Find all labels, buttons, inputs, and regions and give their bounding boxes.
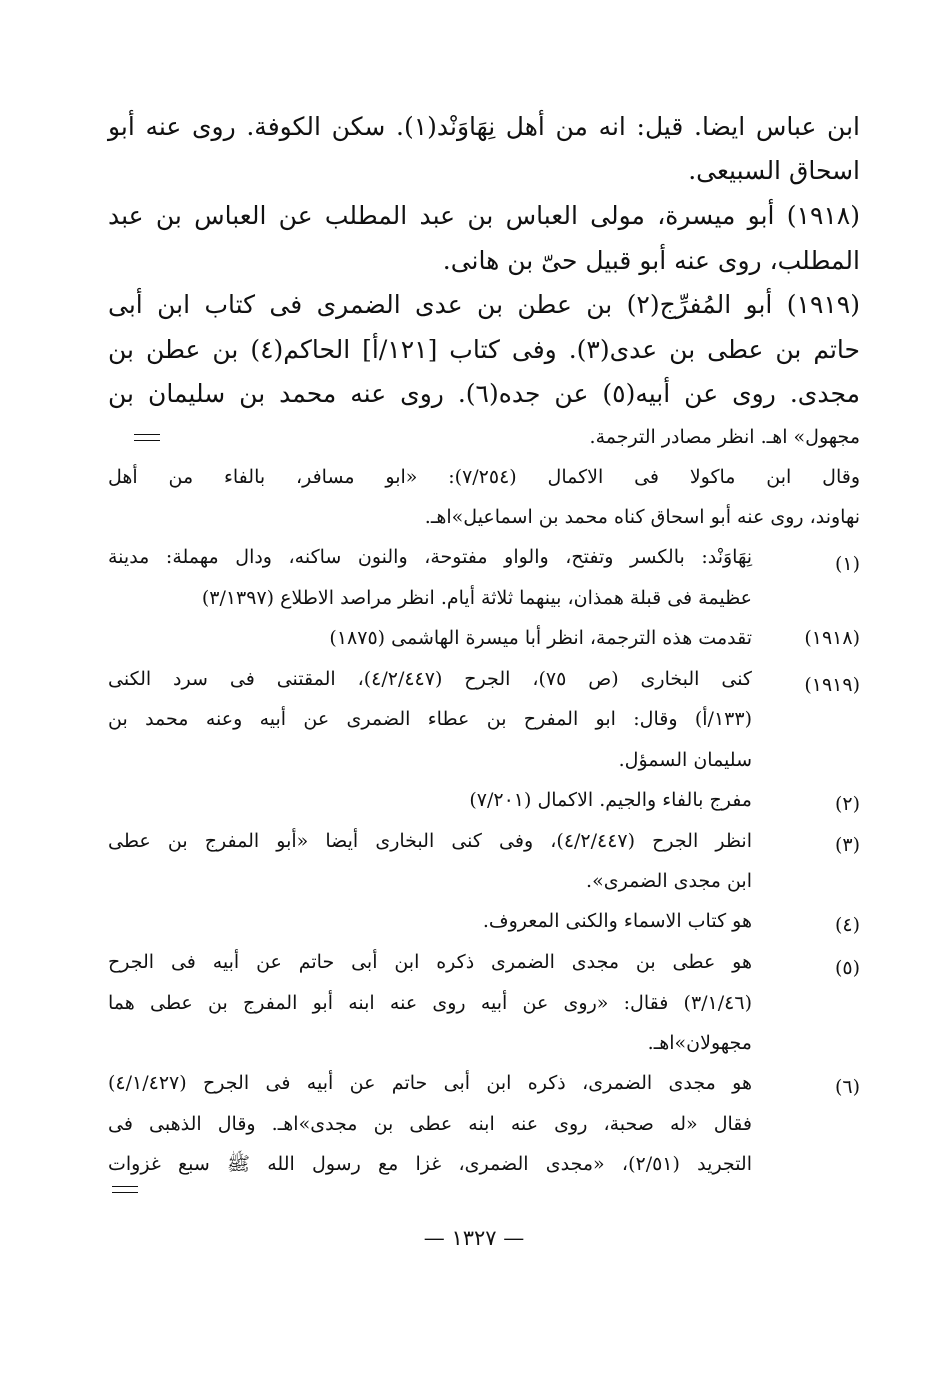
footnote-line: عظيمة فى قبلة همذان، بينهما ثلاثة أيام. انظر مراصد الاطلاع (٣/١٣٩٧) — [201, 587, 752, 609]
footnote-number: (٦) — [834, 1076, 860, 1098]
footnote-line: مفرج بالفاء والجيم. الاكمال (٧/٢٠١) — [469, 789, 752, 811]
footnote-number: (٣) — [834, 834, 860, 856]
footnote-line: هو مجدى الضمرى، ذكره ابن أبى حاتم عن أبيه فى الجرح (٤/١/٤٢٧) — [108, 1072, 752, 1094]
footnote-line: (١٣٣/أ) وقال: ابو المفرح بن عطاء الضمرى عن أبيه وعنه محمد بن — [108, 708, 752, 730]
footnote-paragraph-line: نهاوند، روى عنه أبو اسحاق كناه محمد بن اسماعيل»اهـ. — [424, 506, 860, 528]
footnote-line: (٣/١/٤٦) فقال: «روى عن أبيه روى عنه ابنه أبو المفرج بن عطى هما — [108, 992, 752, 1014]
footnote-number: (١٩١٨) — [804, 627, 860, 649]
footnote-number: (١٩١٩) — [804, 674, 860, 696]
footnote-number: (٢) — [834, 793, 860, 815]
footnote-line: ابن مجدى الضمرى». — [586, 870, 752, 892]
footnote-line: سليمان السمؤل. — [618, 749, 752, 771]
footnote-line: فقال «له صحبة، روى عنه ابنه عطى بن مجدى»اهـ. وقال الذهبى فى — [108, 1113, 752, 1135]
footnote-line: التجريد (٢/٥١)، «مجدى الضمرى، غزا مع رسول الله ﷺ سبع غزوات — [108, 1153, 752, 1175]
main-text-line: مجدى. روى عن أبيه(٥) عن جده(٦). روى عنه محمد بن سليمان بن — [108, 379, 860, 408]
main-text-line: حاتم بن عطى بن عدى(٣). وفى كتاب [١٢١/أ] الحاكم(٤) بن عطن بن — [108, 335, 861, 364]
footnote-line: مجهولان»اهـ. — [647, 1032, 752, 1054]
footnote-carry-over: مجهول» اهـ. انظر مصادر الترجمة. — [589, 426, 860, 448]
footnote-continues-rule — [112, 1186, 138, 1193]
main-text-line: اسحاق السبيعى. — [688, 156, 860, 185]
footnote-line: نِهَاوَنْد: بالكسر وتفتح، والواو مفتوحة، والنون ساكنه، ودال مهملة: مدينة — [108, 546, 752, 568]
footnote-line: انظر الجرح (٤/٢/٤٤٧)، وفى كنى البخارى أيضا «أبو المفرج بن عطى — [108, 830, 752, 852]
main-text-line: (١٩١٩) أبو المُفرِّج(٢) بن عطن بن عدى الضمرى فى كتاب ابن أبى — [108, 290, 860, 319]
main-text-line: ابن عباس ايضا. قيل: انه من أهل نِهَاوَنْد(١). سكن الكوفة. روى عنه أبو — [108, 112, 860, 141]
footnote-continuation-rule — [134, 434, 160, 441]
footnote-number: (١) — [834, 553, 860, 575]
footnote-line: تقدمت هذه الترجمة، انظر أبا ميسرة الهاشمى (١٨٧٥) — [329, 627, 752, 649]
footnote-paragraph-line: وقال ابن ماكولا فى الاكمال (٧/٢٥٤): «ابو مسافر، بالفاء من أهل — [108, 466, 860, 488]
page-number: — ١٣٢٧ — — [423, 1226, 525, 1250]
footnote-line: هو كتاب الاسماء والكنى المعروف. — [482, 910, 752, 932]
footnote-line: هو عطى بن مجدى الضمرى ذكره ابن أبى حاتم عن أبيه فى الجرح — [108, 951, 752, 973]
main-text-line: (١٩١٨) أبو ميسرة، مولى العباس بن عبد المطلب عن العباس بن عبد — [108, 201, 860, 230]
footnote-line: كنى البخارى (ص ٧٥)، الجرح (٤/٢/٤٤٧)، المقتنى فى سرد الكنى — [108, 668, 752, 690]
footnote-number: (٥) — [834, 957, 860, 979]
main-text-line: المطلب، روى عنه أبو قبيل حىّ بن هانى. — [442, 246, 860, 275]
footnote-number: (٤) — [834, 914, 860, 936]
